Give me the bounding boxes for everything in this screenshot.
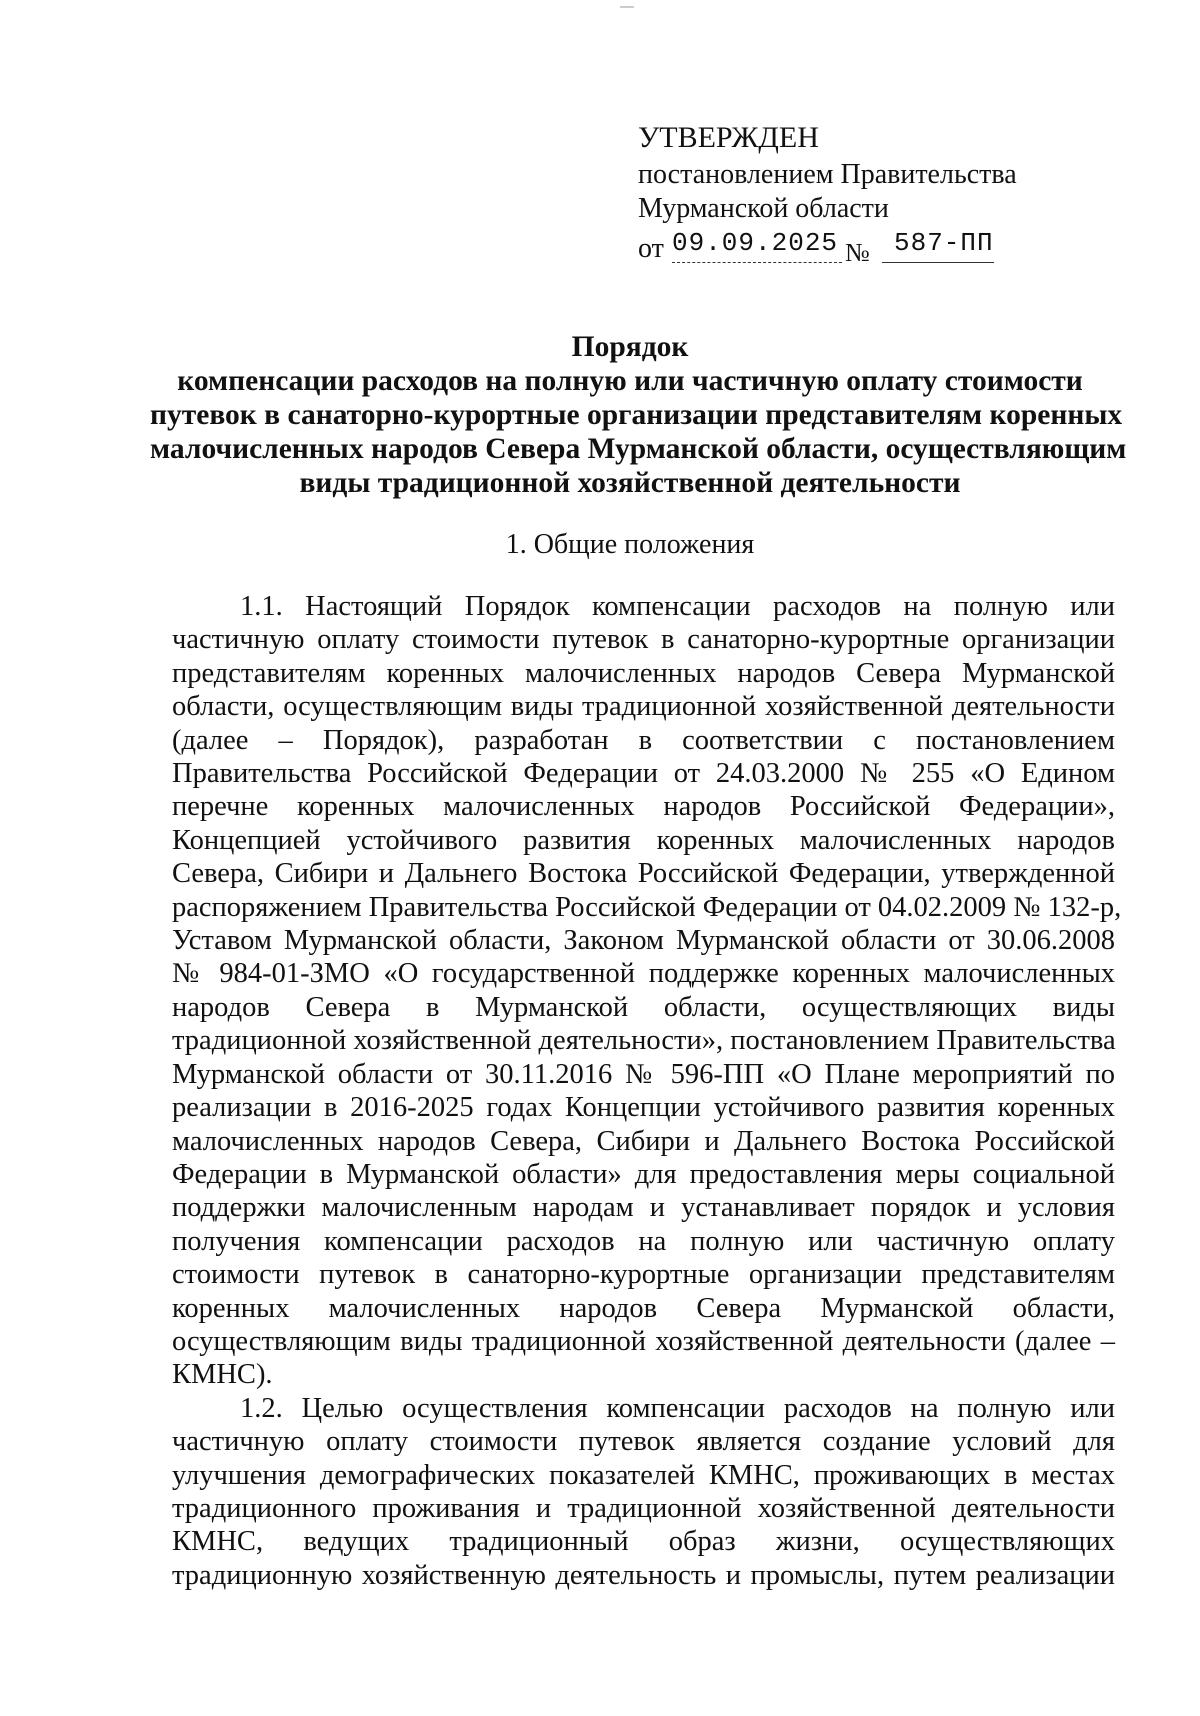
document-title xyxy=(150,330,1127,500)
paragraph-line: области, осуществляющим виды традиционной хозяйственной деятельности xyxy=(172,691,1115,723)
scan-mark xyxy=(620,6,634,8)
approval-heading: УТВЕРЖДЕН xyxy=(638,121,819,154)
paragraph-line: Уставом Мурманской области, Законом Мурманской области от 30.06.2008 xyxy=(172,925,1115,957)
paragraph-1-2 xyxy=(172,1392,1115,1592)
approval-line-1: постановлением Правительства xyxy=(638,159,1017,190)
paragraph-line: традиционную хозяйственную деятельность и промыслы, путем реализации xyxy=(172,1559,1115,1591)
approval-stamp xyxy=(638,118,1058,266)
paragraph-line: частичную оплату стоимости путевок является создание условий для xyxy=(172,1426,1115,1458)
paragraph-line: малочисленных народов Севера, Сибири и Дальнего Востока Российской xyxy=(172,1125,1115,1157)
paragraph-line: народов Севера в Мурманской области, осуществляющих виды xyxy=(172,991,1115,1023)
paragraph-line: улучшения демографических показателей КМНС, проживающих в местах xyxy=(172,1459,1115,1491)
document-body xyxy=(172,590,1122,1592)
paragraph-line: № 984-01-ЗМО «О государственной поддержке коренных малочисленных xyxy=(172,958,1115,990)
approval-date: 09.09.2025 xyxy=(672,228,839,258)
paragraph-line: (далее – Порядок), разработан в соответствии с постановлением xyxy=(172,724,1115,756)
paragraph-line: частичную оплату стоимости путевок в санаторно-курортные организации xyxy=(172,624,1115,656)
title-line-2: компенсации расходов на полную или частичную оплату стоимости xyxy=(177,365,1083,397)
paragraph-line: КМНС, ведущих традиционный образ жизни, осуществляющих xyxy=(172,1526,1115,1558)
paragraph-1-1 xyxy=(172,590,1122,1392)
title-line-4: малочисленных народов Севера Мурманской области, осуществляющим xyxy=(150,433,1127,465)
paragraph-line: 1.1. Настоящий Порядок компенсации расходов на полную или xyxy=(240,591,1115,622)
paragraph-line: традиционного проживания и традиционной хозяйственной деятельности xyxy=(172,1492,1115,1524)
paragraph-line: Правительства Российской Федерации от 24.03.2000 № 255 «О Едином xyxy=(172,758,1115,790)
date-underline xyxy=(672,262,842,263)
date-prefix: от xyxy=(638,233,664,264)
title-line-1: Порядок xyxy=(571,331,689,363)
paragraph-line: 1.2. Целью осуществления компенсации расходов на полную или xyxy=(240,1392,1115,1424)
paragraph-line: коренных малочисленных народов Севера Мурманской области, xyxy=(172,1292,1115,1324)
paragraph-line: реализации в 2016-2025 годах Концепции устойчивого развития коренных xyxy=(172,1092,1115,1124)
title-line-5: виды традиционной хозяйственной деятельности xyxy=(299,467,961,499)
paragraph-line: Концепцией устойчивого развития коренных малочисленных народов xyxy=(172,824,1115,856)
number-underline xyxy=(882,262,994,263)
paragraph-line: Федерации в Мурманской области» для предоставления меры социальной xyxy=(172,1158,1115,1190)
paragraph-line: получения компенсации расходов на полную или частичную оплату xyxy=(172,1225,1115,1257)
paragraph-line: осуществляющим виды традиционной хозяйственной деятельности (далее – xyxy=(172,1325,1115,1357)
paragraph-line: представителям коренных малочисленных народов Севера Мурманской xyxy=(172,657,1115,689)
paragraph-line: Севера, Сибири и Дальнего Востока Российской Федерации, утвержденной xyxy=(172,858,1115,890)
paragraph-line: стоимости путевок в санаторно-курортные организации представителям xyxy=(172,1259,1115,1291)
paragraph-line: распоряжением Правительства Российской Федерации от 04.02.2009 № 132-р, xyxy=(172,891,1122,923)
approval-line-2: Мурманской области xyxy=(638,193,889,224)
approval-date-line xyxy=(638,226,1058,266)
section-heading: 1. Общие положения xyxy=(505,529,755,560)
paragraph-line: поддержки малочисленным народам и устанавливает порядок и условия xyxy=(172,1192,1115,1224)
paragraph-line: традиционной хозяйственной деятельности», постановлением Правительства xyxy=(172,1025,1116,1057)
paragraph-line: КМНС). xyxy=(172,1359,273,1391)
title-line-3: путевок в санаторно-курортные организации представителям коренных xyxy=(150,399,1123,431)
number-prefix: № xyxy=(845,238,870,267)
paragraph-line: перечне коренных малочисленных народов Российской Федерации», xyxy=(172,791,1115,823)
approval-number: 587-ПП xyxy=(894,228,994,258)
paragraph-line: Мурманской области от 30.11.2016 № 596-ПП «О Плане мероприятий по xyxy=(172,1058,1115,1090)
